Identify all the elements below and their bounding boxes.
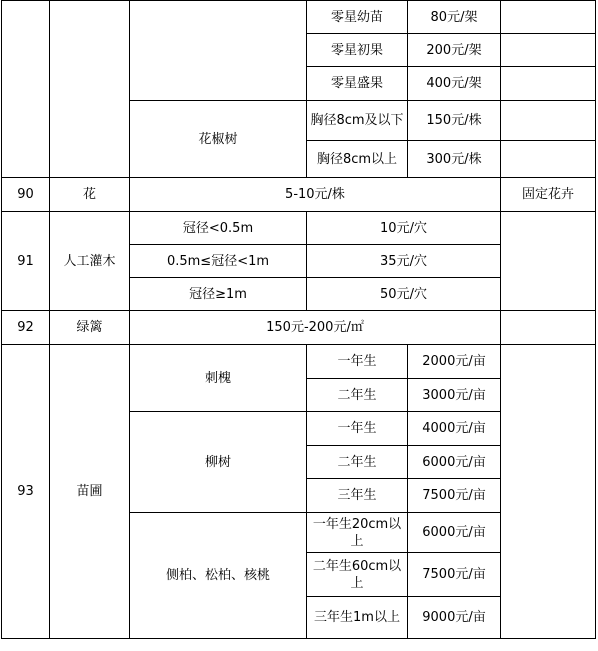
price-cell: 50元/穴	[307, 278, 501, 311]
no-cell	[2, 1, 50, 178]
price-cell: 200元/架	[408, 34, 501, 67]
price-cell: 6000元/亩	[408, 513, 501, 553]
note-cell	[501, 141, 596, 178]
note-cell	[501, 345, 596, 639]
no-cell: 91	[2, 212, 50, 311]
sub-spec-cell: 胸径8cm及以下	[307, 101, 408, 141]
spec-cell: 0.5m≤冠径<1m	[130, 245, 307, 278]
table-row	[2, 1, 596, 34]
tree-type-cell: 花椒树	[130, 101, 307, 178]
spec-cell: 冠径<0.5m	[130, 212, 307, 245]
note-cell	[501, 212, 596, 311]
sub-spec-cell: 零星盛果	[307, 67, 408, 101]
table-row	[2, 311, 596, 345]
tree-type-cell: 刺槐	[130, 345, 307, 412]
name-cell	[50, 1, 130, 178]
compensation-price-table	[1, 0, 596, 639]
note-cell	[501, 34, 596, 67]
table-row	[2, 345, 596, 379]
note-cell	[501, 101, 596, 141]
price-cell: 150元/株	[408, 101, 501, 141]
price-cell: 35元/穴	[307, 245, 501, 278]
price-cell: 7500元/亩	[408, 479, 501, 513]
age-cell: 二年生60cm以上	[307, 553, 408, 597]
note-cell	[501, 311, 596, 345]
sub-spec-cell: 零星幼苗	[307, 1, 408, 34]
age-cell: 一年生	[307, 412, 408, 446]
name-cell: 绿篱	[50, 311, 130, 345]
name-cell: 花	[50, 178, 130, 212]
table-row	[2, 178, 596, 212]
tree-type-cell: 侧柏、松柏、核桃	[130, 513, 307, 639]
spec-cell: 冠径≥1m	[130, 278, 307, 311]
tree-type-cell: 柳树	[130, 412, 307, 513]
age-cell: 二年生	[307, 446, 408, 479]
sub-spec-cell: 胸径8cm以上	[307, 141, 408, 178]
no-cell: 92	[2, 311, 50, 345]
note-cell	[501, 67, 596, 101]
age-cell: 三年生	[307, 479, 408, 513]
price-cell: 5-10元/株	[130, 178, 501, 212]
age-cell: 一年生20cm以上	[307, 513, 408, 553]
price-cell: 9000元/亩	[408, 597, 501, 639]
no-cell: 90	[2, 178, 50, 212]
price-cell: 6000元/亩	[408, 446, 501, 479]
no-cell: 93	[2, 345, 50, 639]
price-cell: 300元/株	[408, 141, 501, 178]
note-cell	[501, 1, 596, 34]
age-cell: 一年生	[307, 345, 408, 379]
price-cell: 400元/架	[408, 67, 501, 101]
table-row	[2, 212, 596, 245]
note-cell: 固定花卉	[501, 178, 596, 212]
name-cell: 人工灌木	[50, 212, 130, 311]
age-cell: 二年生	[307, 379, 408, 412]
age-cell: 三年生1m以上	[307, 597, 408, 639]
price-cell: 80元/架	[408, 1, 501, 34]
tree-type-cell	[130, 1, 307, 101]
price-cell: 150元-200元/㎡	[130, 311, 501, 345]
sub-spec-cell: 零星初果	[307, 34, 408, 67]
price-cell: 10元/穴	[307, 212, 501, 245]
price-cell: 2000元/亩	[408, 345, 501, 379]
name-cell: 苗圃	[50, 345, 130, 639]
price-cell: 7500元/亩	[408, 553, 501, 597]
price-cell: 4000元/亩	[408, 412, 501, 446]
price-cell: 3000元/亩	[408, 379, 501, 412]
